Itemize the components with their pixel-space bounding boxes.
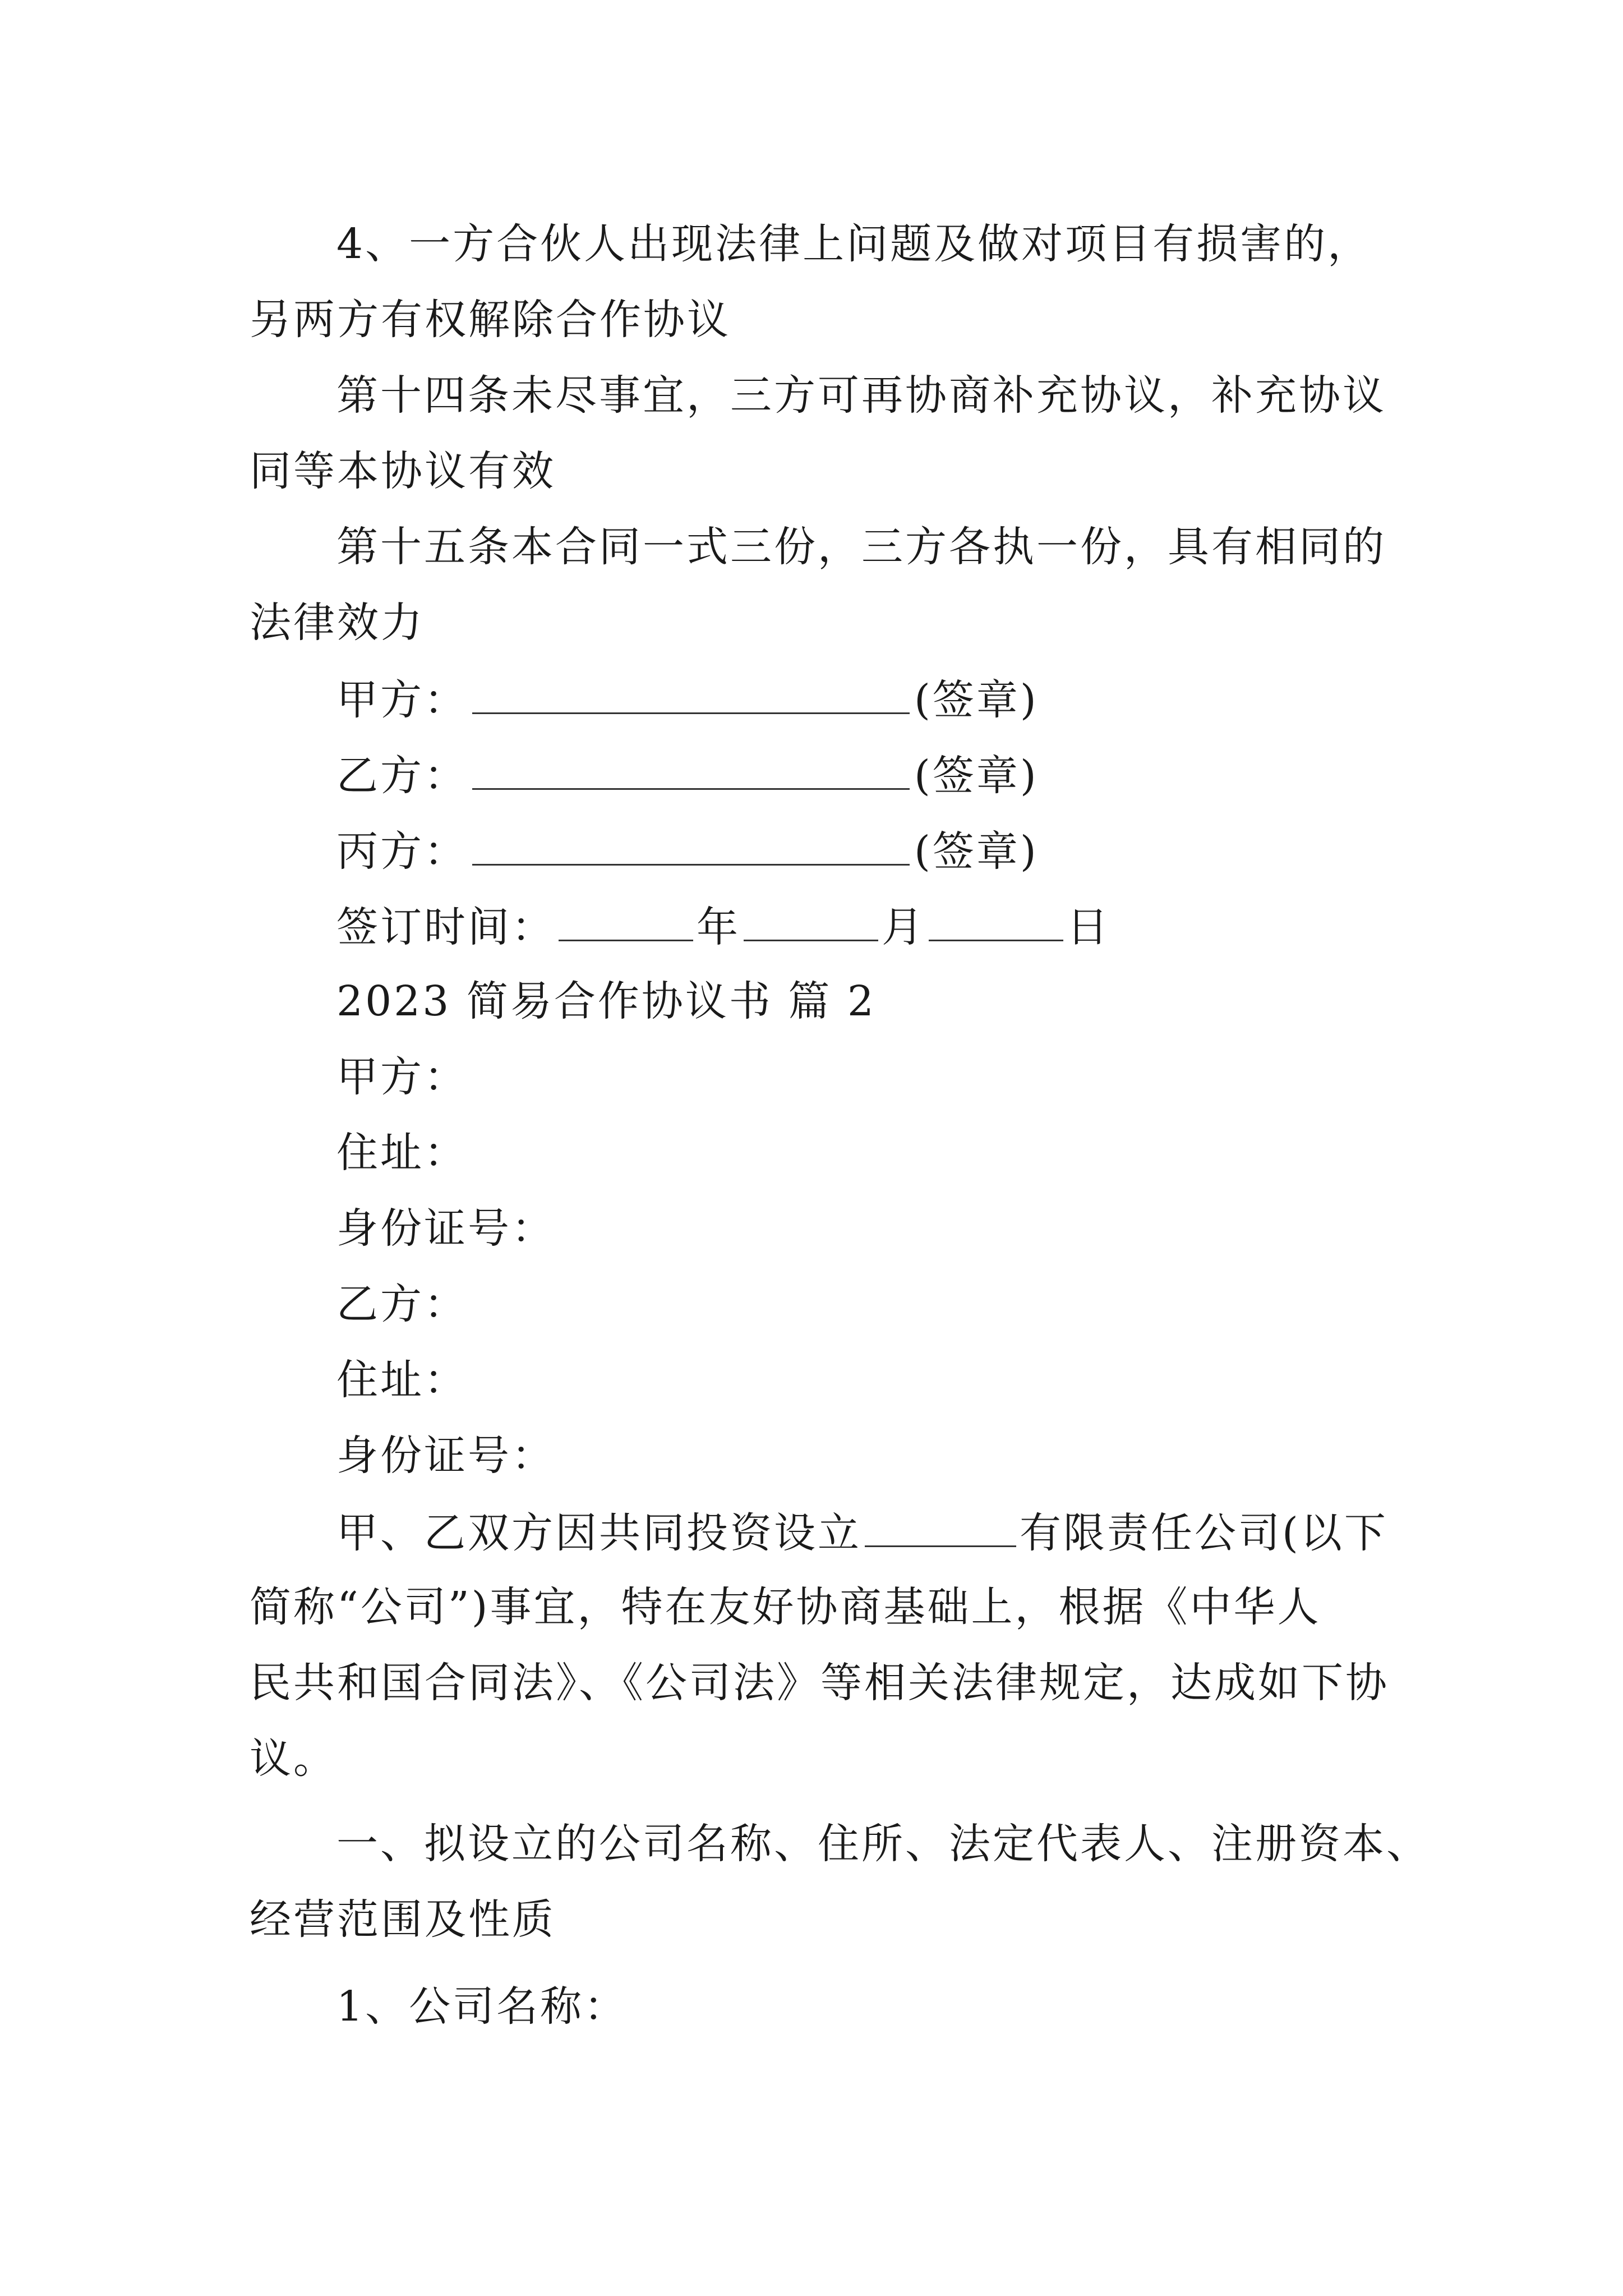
article-15-line-2: 法律效力 [250,599,425,647]
party-a-id-field: 身份证号： [336,1204,555,1253]
party-c-signature-blank [472,829,910,866]
party-b-field: 乙方： [336,1280,468,1328]
article-15-line-1: 第十五条本合同一式三份，三方各执一份，具有相同的 [336,523,1386,571]
party-a-field: 甲方： [336,1053,468,1101]
party-b-id-field: 身份证号： [336,1432,555,1480]
year-blank [559,905,693,941]
preamble-line-4: 议。 [250,1734,337,1783]
party-a-seal-label: (签章) [914,676,1039,724]
day-label: 日 [1067,903,1110,951]
article-14-line-1: 第十四条未尽事宜，三方可再协商补充协议，补充协议 [336,371,1386,420]
clause-4-line-1: 4、一方合伙人出现法律上问题及做对项目有损害的， [336,220,1372,268]
party-b-address-field: 住址： [336,1356,468,1404]
section-2-heading: 2023 简易合作协议书 篇 2 [336,977,876,1025]
year-label: 年 [697,903,740,951]
signing-date [336,903,1110,951]
article-1-item-1: 1、公司名称： [336,1982,628,2031]
party-b-label: 乙方： [336,752,468,800]
party-b-seal-label: (签章) [914,752,1039,800]
preamble-line-1-start: 甲、乙双方因共同投资设立 [336,1509,861,1557]
party-c-seal-label: (签章) [914,827,1039,876]
preamble-line-1 [336,1509,1388,1557]
article-14-line-2: 同等本协议有效 [250,447,556,495]
signing-date-label: 签订时间： [336,903,555,951]
day-blank [929,905,1063,941]
preamble-line-1-end: 有限责任公司(以下 [1020,1509,1388,1557]
company-name-blank [865,1511,1016,1547]
preamble-line-3: 民共和国合同法》、《公司法》等相关法律规定，达成如下协 [250,1659,1389,1707]
party-a-label: 甲方： [336,676,468,724]
signature-party-c [336,827,1039,876]
month-blank [744,905,878,941]
month-label: 月 [882,903,925,951]
preamble-line-2: 简称“公司”)事宜，特在友好协商基础上，根据《中华人 [250,1583,1321,1631]
party-b-signature-blank [472,753,910,790]
party-a-address-field: 住址： [336,1129,468,1177]
party-c-label: 丙方： [336,827,468,876]
party-a-signature-blank [472,678,910,714]
article-1-line-1: 一、拟设立的公司名称、住所、法定代表人、注册资本、 [336,1820,1430,1868]
signature-party-b [336,752,1039,800]
signature-party-a [336,676,1039,724]
article-1-line-2: 经营范围及性质 [250,1895,556,1944]
clause-4-line-2: 另两方有权解除合作协议 [250,296,731,344]
